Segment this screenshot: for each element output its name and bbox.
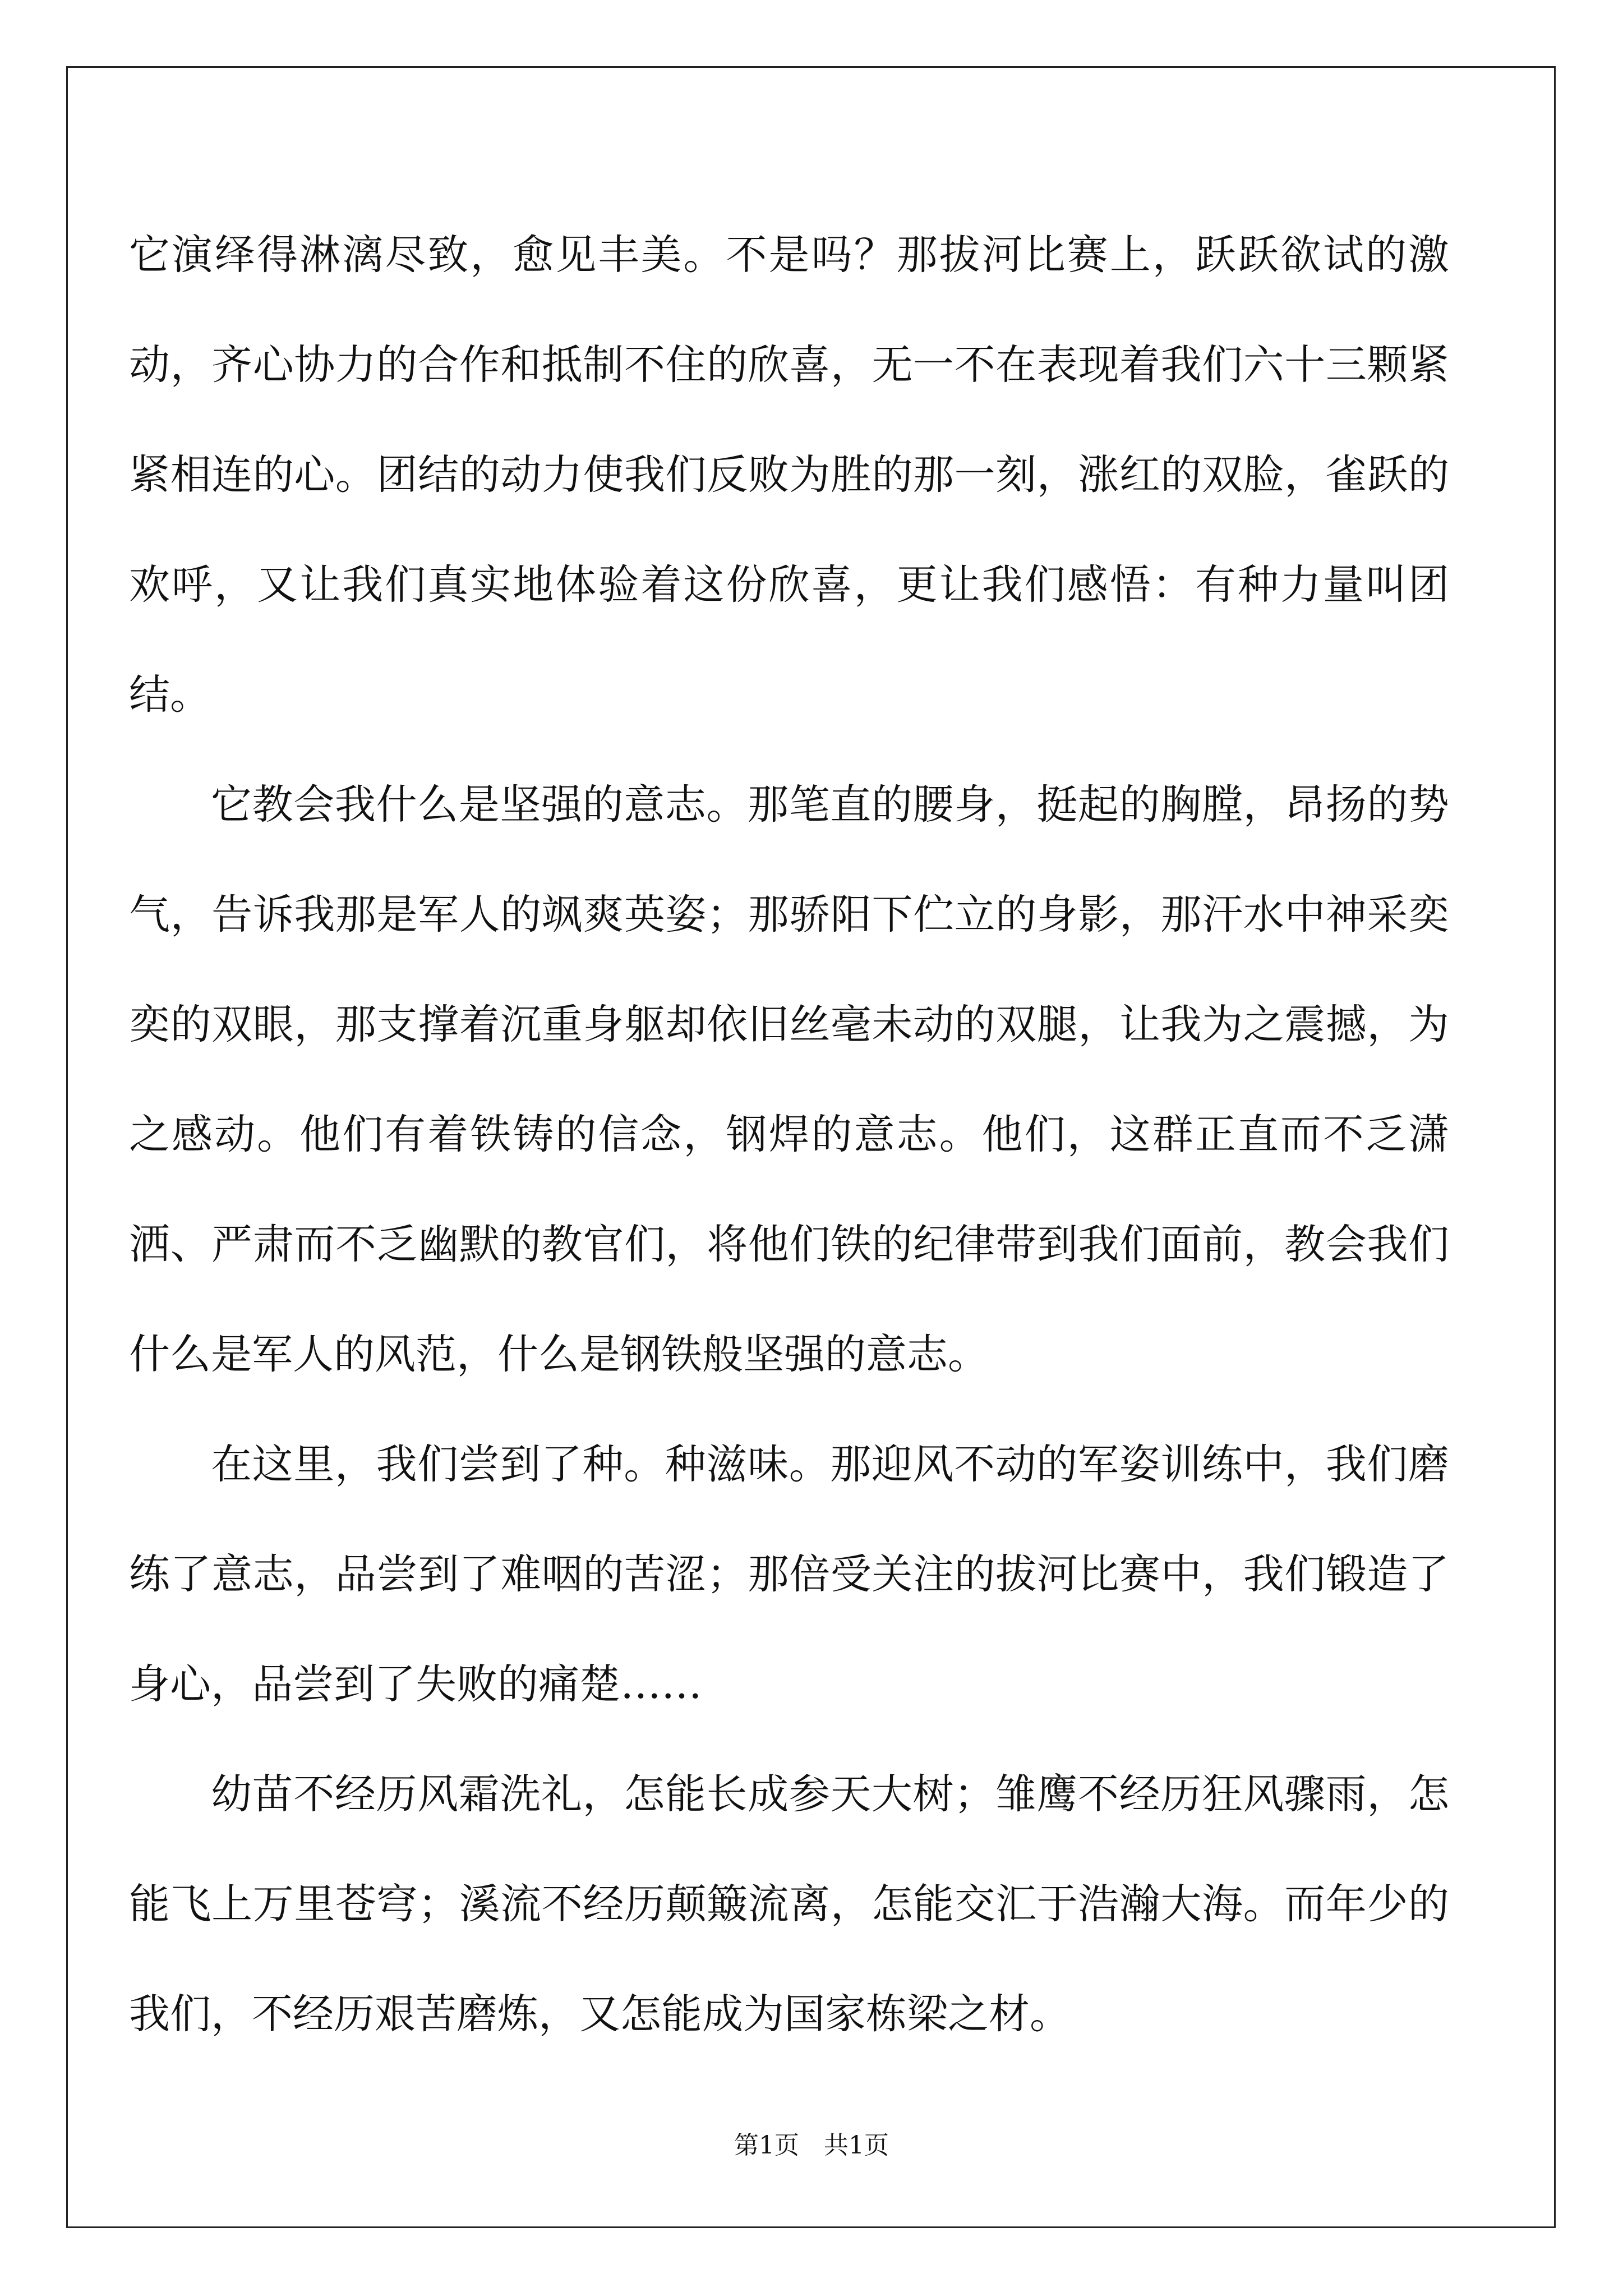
page-total: 共1页 (824, 2131, 889, 2160)
document-body (129, 200, 1449, 2069)
paragraph-3: 在这里，我们尝到了种。种滋味。那迎风不动的军姿训练中，我们磨练了意志，品尝到了难咽的苦涩；那倍受关注的拔河比赛中，我们锻造了身心，品尝到了失败的痛楚…… (129, 1441, 1449, 1708)
paragraph-4: 幼苗不经历风霜洗礼，怎能长成参天大树；雏鹰不经历狂风骤雨，怎能飞上万里苍穹；溪流不经历颠簸流离，怎能交汇于浩瀚大海。而年少的我们，不经历艰苦磨炼，又怎能成为国家栋梁之材。 (129, 1770, 1449, 2038)
page-number: 第1页 (734, 2131, 799, 2160)
paragraph-1: 它演绎得淋漓尽致，愈见丰美。不是吗？那拔河比赛上，跃跃欲试的激动，齐心协力的合作和抵制不住的欣喜，无一不在表现着我们六十三颗紧紧相连的心。团结的动力使我们反败为胜的那一刻，涨红的双脸，雀跃的欢呼，又让我们真实地体验着这份欣喜，更让我们感悟：有种力量叫团结。 (129, 231, 1449, 719)
paragraph-2: 它教会我什么是坚强的意志。那笔直的腰身，挺起的胸膛，昂扬的势气，告诉我那是军人的飒爽英姿；那骄阳下伫立的身影，那汗水中神采奕奕的双眼，那支撑着沉重身躯却依旧丝毫未动的双腿，让我为之震撼，为之感动。他们有着铁铸的信念，钢焊的意志。他们，这群正直而不乏潇洒、严肃而不乏幽默的教官们，将他们铁的纪律带到我们面前，教会我们什么是军人的风范，什么是钢铁般坚强的意志。 (129, 781, 1449, 1378)
page-footer (0, 2129, 1623, 2162)
